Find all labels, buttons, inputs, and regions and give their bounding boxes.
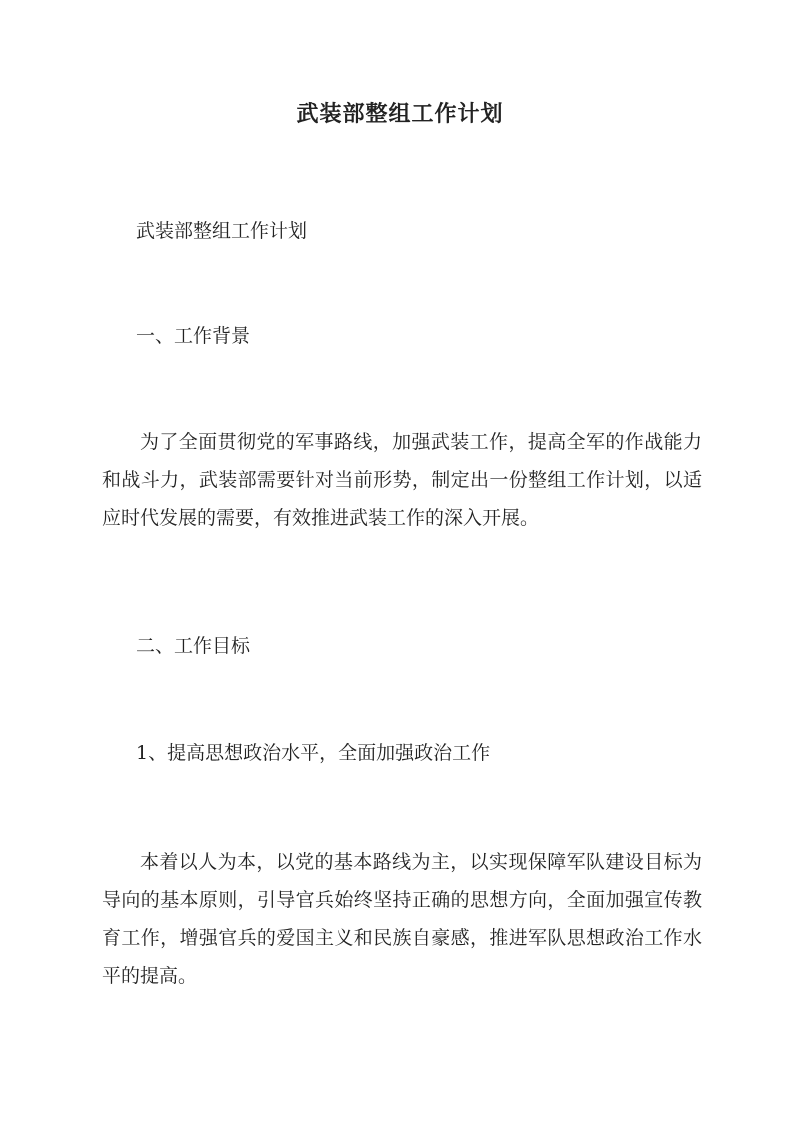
document-subtitle: 武装部整组工作计划: [136, 220, 308, 242]
item-heading-political-work: 1、提高思想政治水平，全面加强政治工作: [136, 742, 491, 764]
section-body-background: 为了全面贯彻党的军事路线，加强武装工作，提高全军的作战能力和战斗力，武装部需要针对当前形势，制定出一份整组工作计划，以适应时代发展的需要，有效推进武装工作的深入开展。: [102, 431, 702, 529]
item-body-political-work: 本着以人为本，以党的基本路线为主，以实现保障军队建设目标为导向的基本原则，引导官兵始终坚持正确的思想方向，全面加强宣传教育工作，增强官兵的爱国主义和民族自豪感，推进军队思想政治工作水平的提高。: [102, 851, 702, 987]
document-title: 武装部整组工作计划: [296, 101, 504, 127]
section-heading-background: 一、工作背景: [136, 325, 251, 347]
section-heading-goals: 二、工作目标: [136, 635, 251, 657]
